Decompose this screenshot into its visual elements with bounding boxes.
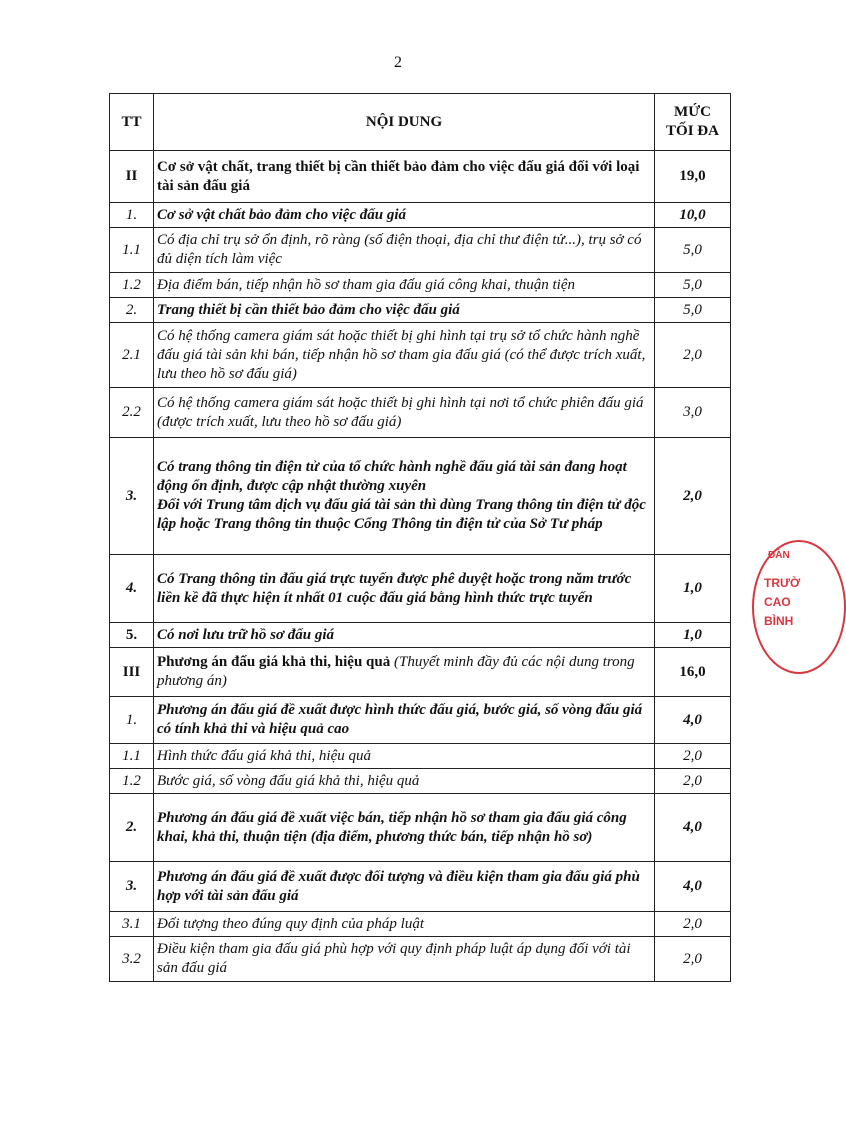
row-tt: II [110, 151, 154, 203]
row-max-score: 4,0 [655, 794, 731, 862]
page-number: 2 [394, 54, 402, 71]
table-row [110, 794, 731, 862]
table-row [110, 937, 731, 982]
table-row [110, 203, 731, 228]
row-max-score: 19,0 [655, 151, 731, 203]
row-content: Địa điểm bán, tiếp nhận hồ sơ tham gia đấu giá công khai, thuận tiện [154, 273, 655, 298]
row-tt: 3. [110, 438, 154, 555]
row-content-note: Đối với Trung tâm dịch vụ đấu giá tài sản thì dùng Trang thông tin điện tử độc lập hoặc Trang thông tin thuộc Cổng Thông tin điện tử của Sở Tư pháp [157, 497, 646, 532]
row-max-score: 2,0 [655, 912, 731, 937]
row-tt: 4. [110, 555, 154, 623]
row-tt: 2. [110, 298, 154, 323]
row-max-score: 4,0 [655, 697, 731, 744]
row-content: Điều kiện tham gia đấu giá phù hợp với quy định pháp luật áp dụng đối với tài sản đấu giá [154, 937, 655, 982]
row-tt: 3.2 [110, 937, 154, 982]
table-row [110, 555, 731, 623]
table-header-row [110, 94, 731, 151]
table-row [110, 769, 731, 794]
row-tt: 1. [110, 203, 154, 228]
row-tt: 1. [110, 697, 154, 744]
row-content: Cơ sở vật chất, trang thiết bị cần thiết bảo đảm cho việc đấu giá đối với loại tài sản đấu giá [154, 151, 655, 203]
table-row [110, 623, 731, 648]
row-content: Cơ sở vật chất bảo đảm cho việc đấu giá [154, 203, 655, 228]
row-tt: 1.1 [110, 228, 154, 273]
table-row [110, 912, 731, 937]
row-content-cell [154, 438, 655, 555]
row-tt: III [110, 648, 154, 697]
row-content: Có hệ thống camera giám sát hoặc thiết bị ghi hình tại trụ sở tổ chức hành nghề đấu giá tài sản khi bán, tiếp nhận hồ sơ tham gia đấu giá (có thể được trích xuất, lưu theo hồ sơ đấu giá) [154, 323, 655, 388]
row-max-score: 1,0 [655, 623, 731, 648]
row-content: Phương án đấu giá đề xuất được đối tượng và điều kiện tham gia đấu giá phù hợp với tài sản đấu giá [154, 862, 655, 912]
row-content-note: (Thuyết minh đầy đủ các nội dung trong phương án) [157, 654, 635, 689]
row-tt: 1.1 [110, 744, 154, 769]
table-row [110, 438, 731, 555]
row-tt: 3. [110, 862, 154, 912]
row-content: Bước giá, số vòng đấu giá khả thi, hiệu quả [154, 769, 655, 794]
row-max-score: 5,0 [655, 273, 731, 298]
row-tt: 1.2 [110, 769, 154, 794]
row-max-score: 1,0 [655, 555, 731, 623]
table-row [110, 323, 731, 388]
row-tt: 2. [110, 794, 154, 862]
stamp-text: BÌNH [764, 614, 794, 628]
table-row [110, 298, 731, 323]
table-row [110, 744, 731, 769]
row-max-score: 5,0 [655, 298, 731, 323]
row-max-score: 2,0 [655, 937, 731, 982]
table-row [110, 697, 731, 744]
table-row [110, 862, 731, 912]
table-row [110, 273, 731, 298]
table-row [110, 151, 731, 203]
row-content: Đối tượng theo đúng quy định của pháp luật [154, 912, 655, 937]
row-tt: 1.2 [110, 273, 154, 298]
row-tt: 2.2 [110, 388, 154, 438]
table-row [110, 228, 731, 273]
row-tt: 3.1 [110, 912, 154, 937]
row-max-score: 16,0 [655, 648, 731, 697]
red-seal-stamp [752, 540, 846, 674]
row-max-score: 2,0 [655, 323, 731, 388]
table-row [110, 648, 731, 697]
stamp-text: TRƯỜ [764, 576, 801, 590]
row-content: Có địa chỉ trụ sở ổn định, rõ ràng (số điện thoại, địa chỉ thư điện tử...), trụ sở có đủ diện tích làm việc [154, 228, 655, 273]
row-content: Trang thiết bị cần thiết bảo đảm cho việc đấu giá [154, 298, 655, 323]
row-max-score: 2,0 [655, 438, 731, 555]
row-max-score: 4,0 [655, 862, 731, 912]
row-max-score: 5,0 [655, 228, 731, 273]
row-max-score: 2,0 [655, 769, 731, 794]
row-content-cell [154, 648, 655, 697]
row-content: Có hệ thống camera giám sát hoặc thiết bị ghi hình tại nơi tổ chức phiên đấu giá (được trích xuất, lưu theo hồ sơ đấu giá) [154, 388, 655, 438]
row-content: Phương án đấu giá đề xuất việc bán, tiếp nhận hồ sơ tham gia đấu giá công khai, khả thi, thuận tiện (địa điểm, phương thức bán, tiếp nhận hồ sơ) [154, 794, 655, 862]
scoring-table [109, 93, 731, 982]
stamp-text: ĐÀN [768, 550, 790, 561]
row-content: Phương án đấu giá khả thi, hiệu quả [157, 654, 391, 670]
header-tt: TT [110, 94, 154, 151]
header-max-line2: TỐI ĐA [666, 123, 719, 139]
row-max-score: 2,0 [655, 744, 731, 769]
header-max-score [655, 94, 731, 151]
row-content: Hình thức đấu giá khả thi, hiệu quả [154, 744, 655, 769]
header-content: NỘI DUNG [154, 94, 655, 151]
row-max-score: 10,0 [655, 203, 731, 228]
row-content: Có Trang thông tin đấu giá trực tuyến được phê duyệt hoặc trong năm trước liền kề đã thực hiện ít nhất 01 cuộc đấu giá bằng hình thức trực tuyến [154, 555, 655, 623]
row-content: Có nơi lưu trữ hồ sơ đấu giá [154, 623, 655, 648]
row-tt: 5. [110, 623, 154, 648]
table-row [110, 388, 731, 438]
row-tt: 2.1 [110, 323, 154, 388]
row-max-score: 3,0 [655, 388, 731, 438]
row-content: Phương án đấu giá đề xuất được hình thức đấu giá, bước giá, số vòng đấu giá có tính khả thi và hiệu quả cao [154, 697, 655, 744]
stamp-text: CAO [764, 595, 791, 609]
header-max-line1: MỨC [674, 104, 711, 120]
row-content: Có trang thông tin điện tử của tổ chức hành nghề đấu giá tài sản đang hoạt động ổn định, được cập nhật thường xuyên [157, 459, 627, 494]
